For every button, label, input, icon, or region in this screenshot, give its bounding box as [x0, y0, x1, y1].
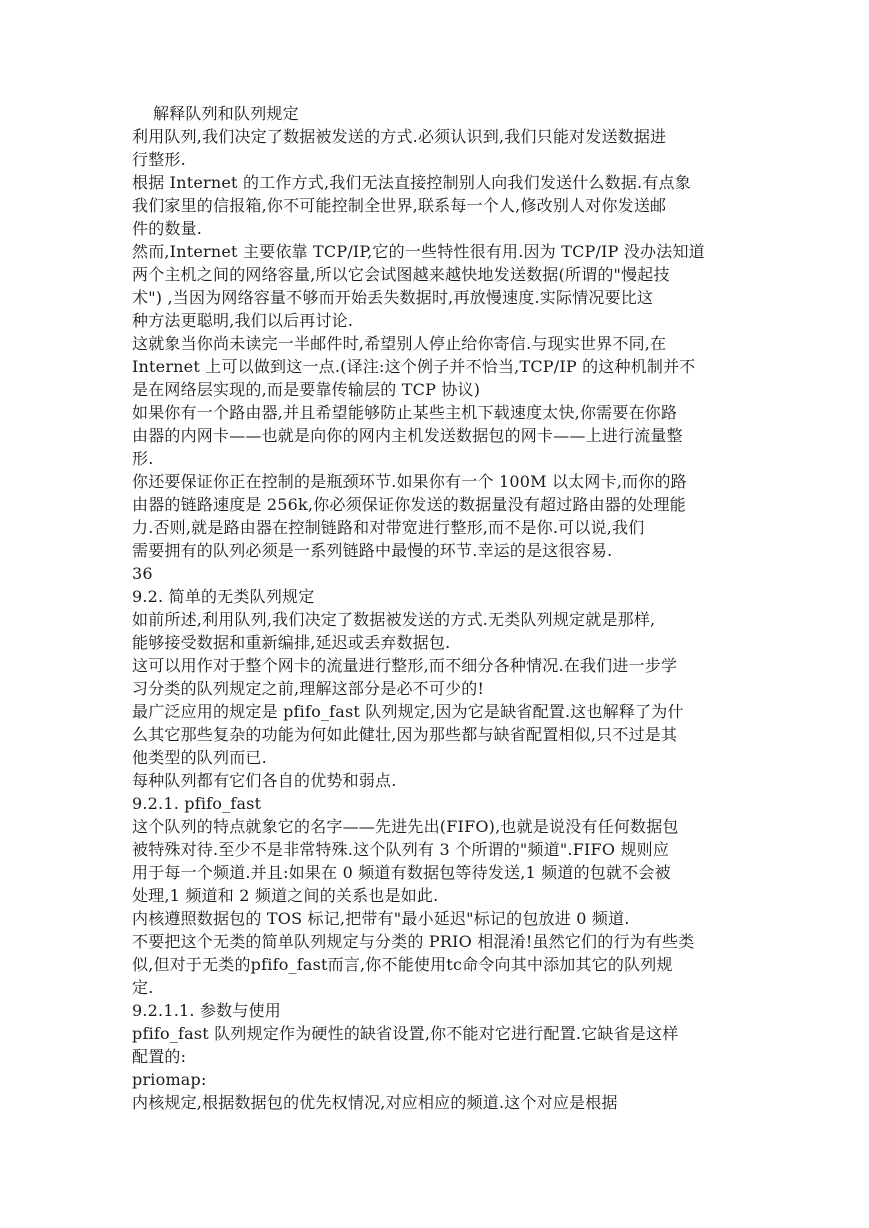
paragraph-line: 行整形.	[132, 150, 186, 169]
paragraph-line: 他类型的队列而已.	[132, 748, 267, 767]
paragraph-line: Internet 上可以做到这一点.(译注:这个例子并不恰当,TCP/IP 的这种机制并不	[132, 357, 696, 376]
paragraph-line: 件的数量.	[132, 219, 203, 238]
paragraph-line: 根据 Internet 的工作方式,我们无法直接控制别人向我们发送什么数据.有点象	[132, 173, 691, 192]
paragraph-line: 你还要保证你正在控制的是瓶颈环节.如果你有一个 100M 以太网卡,而你的路	[132, 472, 687, 491]
paragraph-line: 由器的内网卡——也就是向你的网内主机发送数据包的网卡——上进行流量整	[132, 426, 683, 445]
paragraph-line: 如果你有一个路由器,并且希望能够防止某些主机下载速度太快,你需要在你路	[132, 403, 678, 422]
paragraph-line: 么其它那些复杂的功能为何如此健壮,因为那些都与缺省配置相似,只不过是其	[132, 725, 678, 744]
paragraph-line: priomap:	[132, 1070, 207, 1089]
paragraph-line: 被特殊对待.至少不是非常特殊.这个队列有 3 个所谓的"频道".FIFO 规则应	[132, 840, 670, 859]
section-heading: 解释队列和队列规定	[153, 104, 299, 123]
paragraph-line: 由器的链路速度是 256k,你必须保证你发送的数据量没有超过路由器的处理能	[132, 495, 686, 514]
section-heading: 9.2. 简单的无类队列规定	[132, 587, 315, 606]
paragraph-line: 利用队列,我们决定了数据被发送的方式.必须认识到,我们只能对发送数据进	[132, 127, 667, 146]
paragraph-line: 如前所述,利用队列,我们决定了数据被发送的方式.无类队列规定就是那样,	[132, 610, 656, 629]
paragraph-line: 定.	[132, 978, 154, 997]
paragraph-line: 处理,1 频道和 2 频道之间的关系也是如此.	[132, 886, 439, 905]
paragraph-line: 术") ,当因为网络容量不够而开始丢失数据时,再放慢速度.实际情况要比这	[132, 288, 654, 307]
paragraph-line: 形.	[132, 449, 154, 468]
paragraph-line: 种方法更聪明,我们以后再讨论.	[132, 311, 354, 330]
page-number: 36	[132, 564, 153, 583]
paragraph-line: 这可以用作对于整个网卡的流量进行整形,而不细分各种情况.在我们进一步学	[132, 656, 678, 675]
paragraph-line: 用于每一个频道.并且:如果在 0 频道有数据包等待发送,1 频道的包就不会被	[132, 863, 671, 882]
paragraph-line: 这个队列的特点就象它的名字——先进先出(FIFO),也就是说没有任何数据包	[132, 817, 679, 836]
paragraph-line: 内核规定,根据数据包的优先权情况,对应相应的频道.这个对应是根据	[132, 1093, 618, 1112]
paragraph-line: 是在网络层实现的,而是要靠传输层的 TCP 协议)	[132, 380, 481, 399]
paragraph-line: 似,但对于无类的pfifo_fast而言,你不能使用tc命令向其中添加其它的队列规	[132, 955, 673, 974]
paragraph-line: 每种队列都有它们各自的优势和弱点.	[132, 771, 397, 790]
section-heading: 9.2.1. pfifo_fast	[132, 794, 262, 813]
paragraph-line: 能够接受数据和重新编排,延迟或丢弃数据包.	[132, 633, 451, 652]
paragraph-line: 然而,Internet 主要依靠 TCP/IP,它的一些特性很有用.因为 TCP/IP 没办法知道	[132, 242, 705, 261]
paragraph-line: 配置的:	[132, 1047, 187, 1066]
paragraph-line: 需要拥有的队列必须是一系列链路中最慢的环节.幸运的是这很容易.	[132, 541, 613, 560]
paragraph-line: 两个主机之间的网络容量,所以它会试图越来越快地发送数据(所谓的"慢起技	[132, 265, 670, 284]
paragraph-line: 我们家里的信报箱,你不可能控制全世界,联系每一个人,修改别人对你发送邮	[132, 196, 667, 215]
section-heading: 9.2.1.1. 参数与使用	[132, 1001, 281, 1020]
paragraph-line: 习分类的队列规定之前,理解这部分是必不可少的!	[132, 679, 485, 698]
paragraph-line: 内核遵照数据包的 TOS 标记,把带有"最小延迟"标记的包放进 0 频道.	[132, 909, 630, 928]
paragraph-line: 这就象当你尚未读完一半邮件时,希望别人停止给你寄信.与现实世界不同,在	[132, 334, 667, 353]
paragraph-line: 最广泛应用的规定是 pfifo_fast 队列规定,因为它是缺省配置.这也解释了为什	[132, 702, 684, 721]
paragraph-line: 不要把这个无类的简单队列规定与分类的 PRIO 相混淆!虽然它们的行为有些类	[132, 932, 695, 951]
paragraph-line: pfifo_fast 队列规定作为硬性的缺省设置,你不能对它进行配置.它缺省是这样	[132, 1024, 679, 1043]
paragraph-line: 力.否则,就是路由器在控制链路和对带宽进行整形,而不是你.可以说,我们	[132, 518, 645, 537]
